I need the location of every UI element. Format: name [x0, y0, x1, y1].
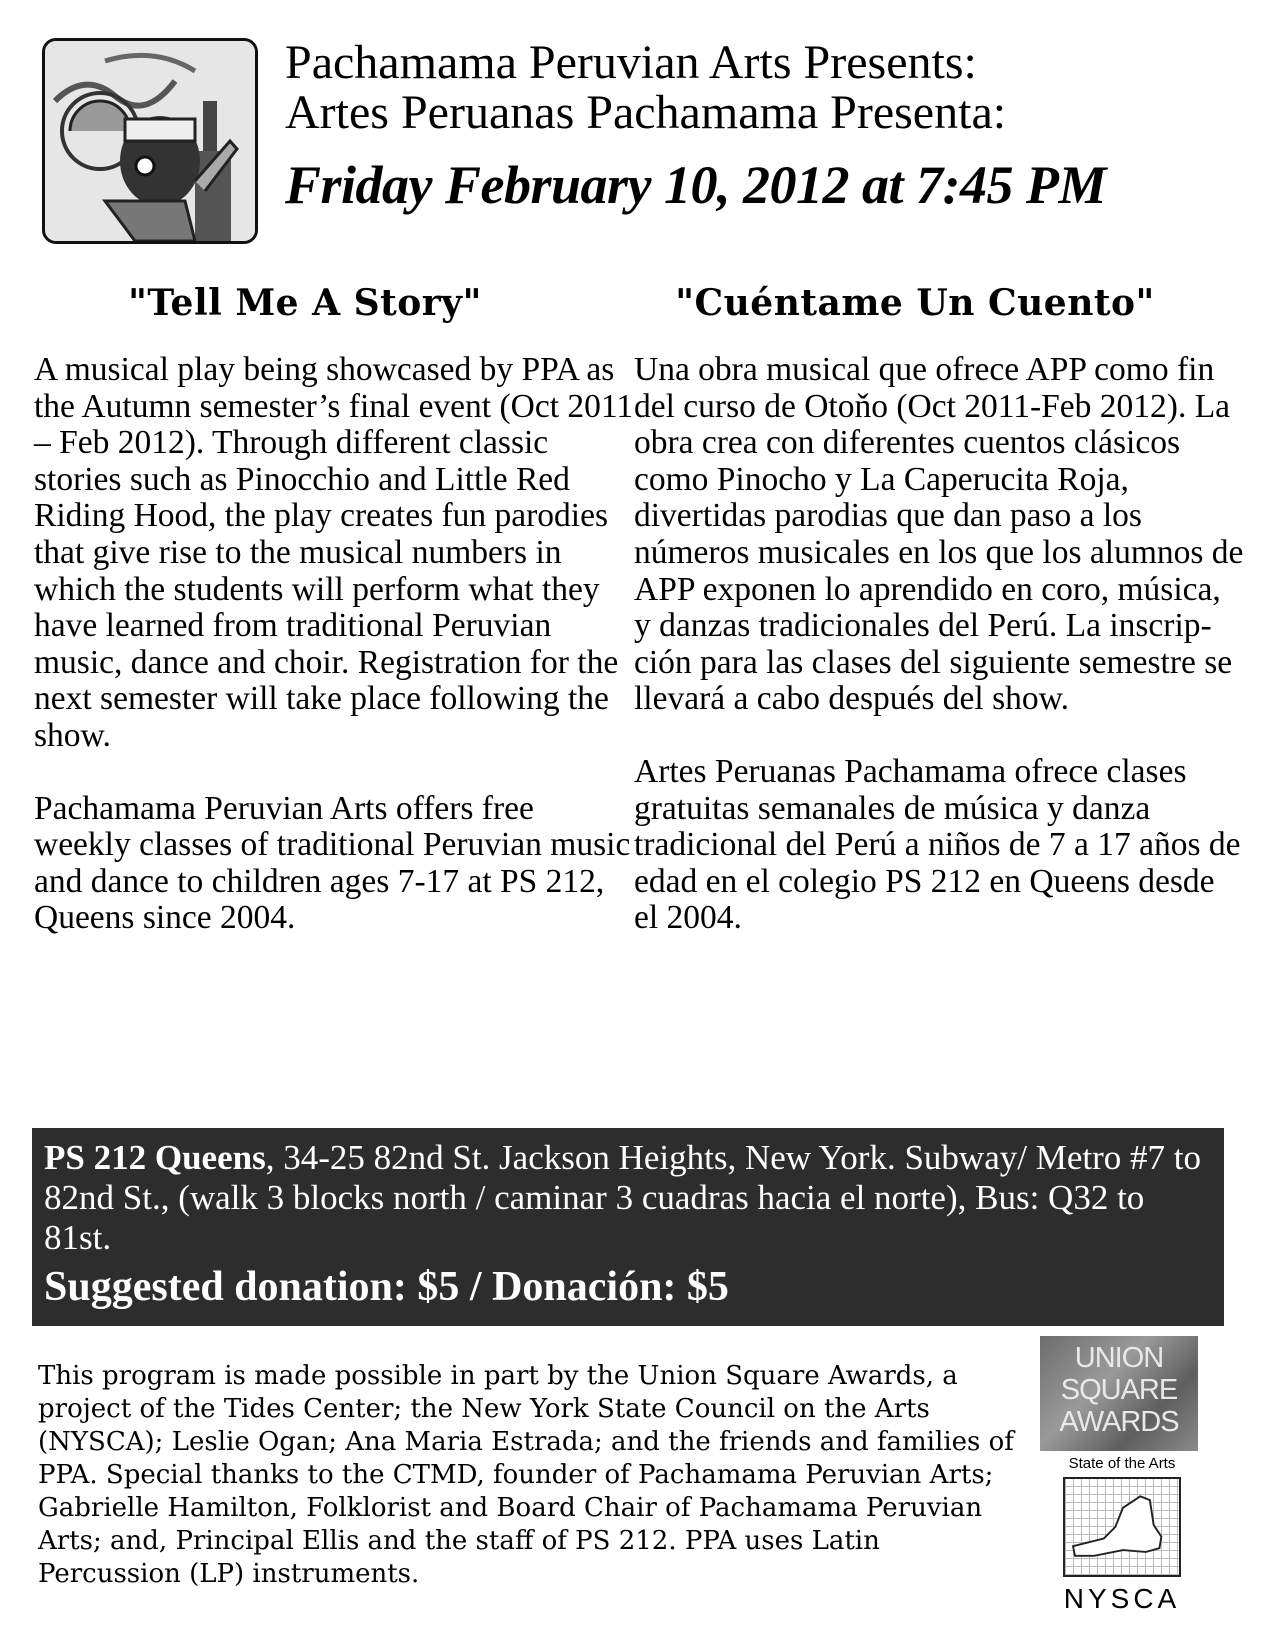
title-english: Pachamama Peruvian Arts Presents: — [285, 36, 977, 89]
spanish-classes-info: Artes Peruanas Pachamama ofrece clases gratuitas semanales de música y danza tradicional del Perú a niños de 7 a 17 años de edad en el colegio PS 212 en Queens desde el 2004. — [634, 752, 1241, 937]
spanish-description: Una obra musical que ofrece APP como fin del curso de Otoňo (Oct 2011-Feb 2012). La obra crea con diferentes cuentos clásicos como Pinocho y La Caperucita Roja, divertidas parodias que dan paso a los números musicales en los que los alumnos de APP exponen lo aprendido en coro, música, y danzas tradicionales del Perú. La inscrip-ción para las clases del siguiente semestre se llevará a cabo después del show. — [634, 351, 1244, 718]
union-square-line-1: UNION — [1074, 1342, 1164, 1374]
nysca-logo — [1052, 1455, 1192, 1615]
sponsor-credits: This program is made possible in part by the Union Square Awards, a project of the Tides Center; the New York State Council on the Arts (NYSCA); Leslie Ogan; Ana Maria Estrada; and the friends and families of PPA. Special thanks to the CTMD, founder of Pachamama Peruvian Arts; Gabrielle Hamilton, Folklorist and Board Chair of Pachamama Peruvian Arts; and, Principal Ellis and the staff of PS 212. PPA uses Latin Percussion (LP) instruments. — [38, 1361, 1014, 1589]
new-york-state-map-icon — [1063, 1477, 1181, 1577]
venue-details: , 34-25 82nd St. Jackson Heights, New York. Subway/ Metro #7 to 82nd St., (walk 3 blocks north / caminar 3 cuadras hacia el norte), Bus: Q32 to 81st. — [44, 1138, 1201, 1257]
spanish-column — [634, 352, 1244, 973]
union-square-awards-logo — [1040, 1336, 1198, 1451]
english-play-title: "Tell Me A Story" — [128, 282, 482, 324]
spanish-play-title: "Cuéntame Un Cuento" — [675, 282, 1155, 324]
union-square-line-2: SQUARE — [1060, 1374, 1178, 1406]
event-date: Friday February 10, 2012 at 7:45 PM — [285, 155, 1107, 215]
nysca-acronym: NYSCA — [1063, 1583, 1181, 1614]
venue-name: PS 212 Queens — [44, 1138, 266, 1177]
english-classes-info: Pachamama Peruvian Arts offers free weekly classes of traditional Peruvian music and dance to children ages 7-17 at PS 212, Queens since 2004. — [34, 789, 631, 937]
pachamama-logo-icon — [42, 38, 258, 244]
english-description: A musical play being showcased by PPA as the Autumn semester’s final event (Oct 2011 – Feb 2012). Through different classic stories such as Pinocchio and Little Red Riding Hood, the play creates fun parodies that give rise to the musical numbers in which the students will perform what they have learned from traditional Peruvian music, dance and choir. Registration for the next semester will take place following the show. — [34, 351, 634, 754]
union-square-line-3: AWARDS — [1059, 1406, 1179, 1438]
header — [285, 38, 1245, 214]
title-spanish: Artes Peruanas Pachamama Presenta: — [285, 86, 1007, 139]
suggested-donation: Suggested donation: $5 / Donación: $5 — [44, 1264, 729, 1310]
venue-address — [44, 1138, 1212, 1258]
nysca-tagline: State of the Arts — [1068, 1455, 1176, 1472]
english-column — [34, 352, 634, 973]
venue-info-box — [32, 1128, 1224, 1326]
